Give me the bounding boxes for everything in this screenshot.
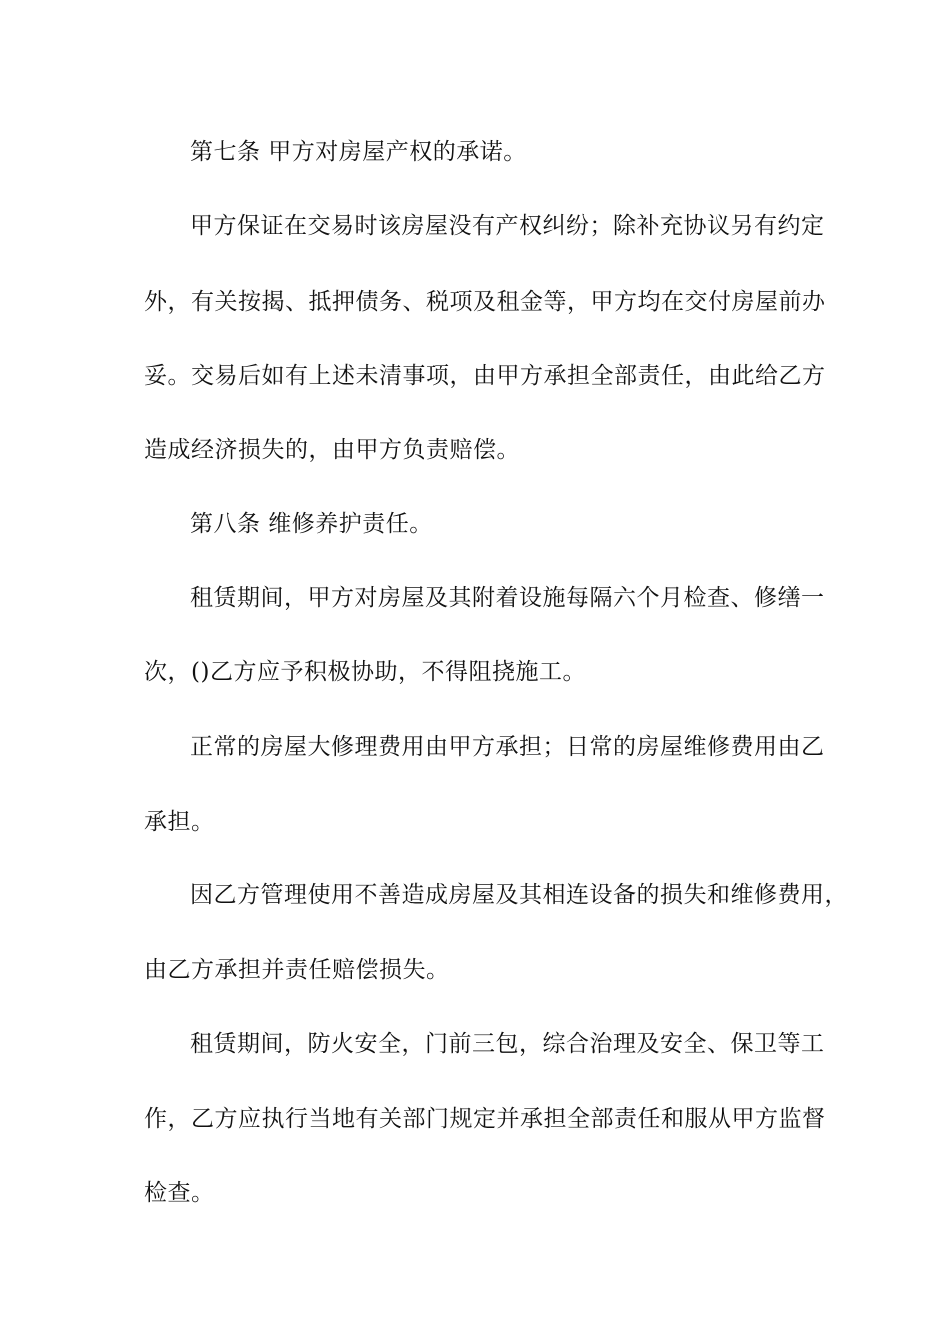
paragraph-line: 由乙方承担并责任赔偿损失。 xyxy=(144,957,450,983)
paragraph-line: 因乙方管理使用不善造成房屋及其相连设备的损失和维修费用， xyxy=(190,882,848,908)
paragraph-line: 妥。交易后如有上述未清事项，由甲方承担全部责任，由此给乙方 xyxy=(144,363,826,389)
paragraph-line: 承担。 xyxy=(144,809,215,835)
paragraph-line: 检查。 xyxy=(144,1180,215,1206)
paragraph-line: 租赁期间，甲方对房屋及其附着设施每隔六个月检查、修缮一 xyxy=(190,585,825,611)
paragraph-line: 租赁期间，防火安全，门前三包，综合治理及安全、保卫等工 xyxy=(190,1031,825,1057)
article-7-heading: 第七条 甲方对房屋产权的承诺。 xyxy=(190,139,527,165)
paragraph-line: 次，()乙方应予积极协助，不得阻挠施工。 xyxy=(144,659,586,685)
paragraph-line: 造成经济损失的，由甲方负责赔偿。 xyxy=(144,437,520,463)
paragraph-line: 外，有关按揭、抵押债务、税项及租金等，甲方均在交付房屋前办 xyxy=(144,289,826,315)
paragraph-line: 正常的房屋大修理费用由甲方承担；日常的房屋维修费用由乙 xyxy=(190,734,825,760)
paragraph-line: 甲方保证在交易时该房屋没有产权纠纷；除补充协议另有约定 xyxy=(190,213,825,239)
paragraph-line: 作，乙方应执行当地有关部门规定并承担全部责任和服从甲方监督 xyxy=(144,1106,826,1132)
article-8-heading: 第八条 维修养护责任。 xyxy=(190,511,433,537)
